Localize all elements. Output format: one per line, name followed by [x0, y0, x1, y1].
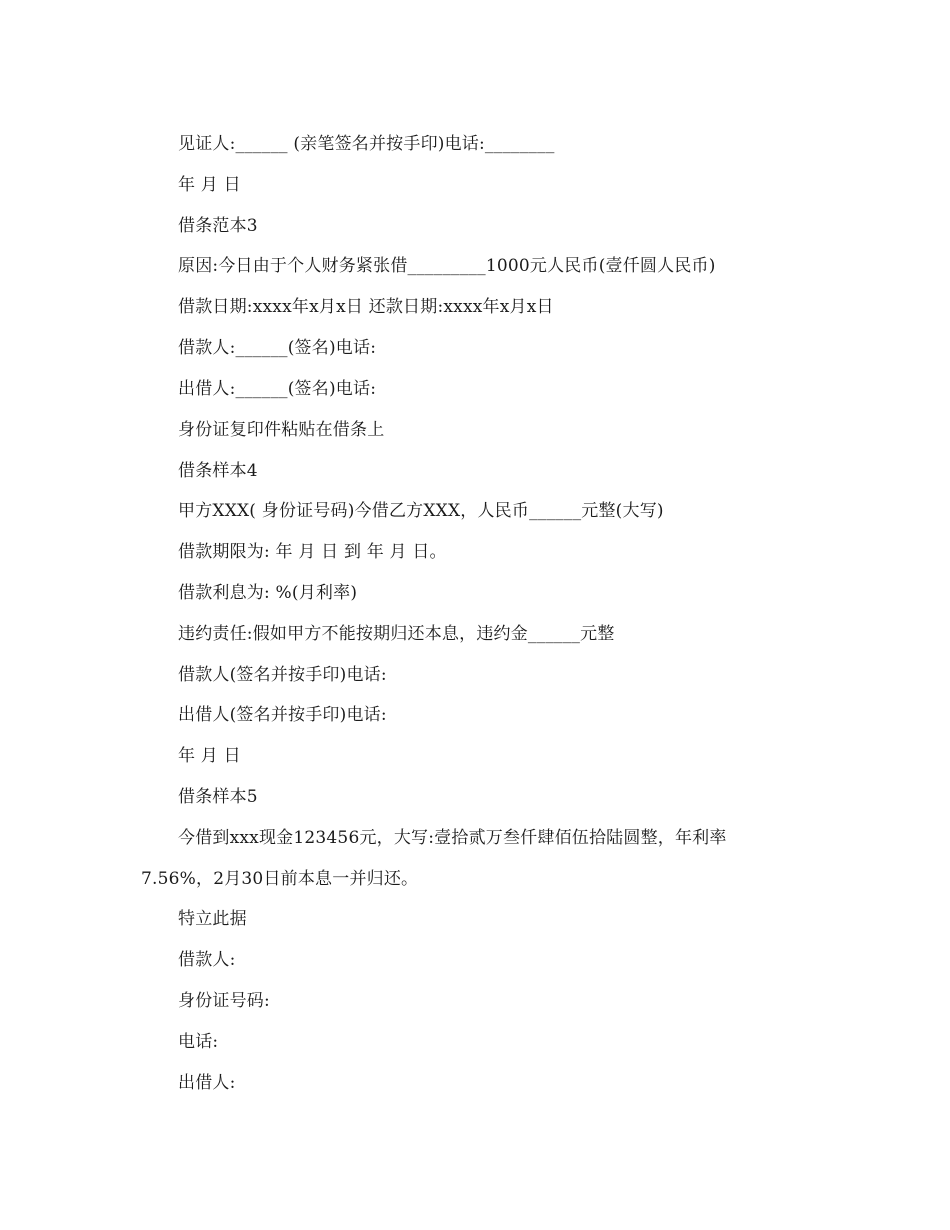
lender-label: 出借人:: [178, 1073, 236, 1093]
id-number-label: 身份证号码:: [178, 991, 270, 1011]
borrower-signature-line: 借款人:______(签名)电话:: [178, 338, 377, 358]
borrower-label: 借款人:: [178, 950, 236, 970]
reason-line: 原因:今日由于个人财务紧张借_________1000元人民币(壹仟圆人民币): [178, 256, 716, 276]
template-5-heading: 借条样本5: [178, 787, 258, 807]
borrowed-amount-line: 今借到xxx现金123456元，大写:壹拾贰万叁仟肆佰伍拾陆圆整，年利率: [178, 828, 727, 848]
phone-label: 电话:: [178, 1032, 219, 1052]
borrowed-amount-line-continued: 7.56%，2月30日前本息一并归还。: [141, 869, 419, 889]
default-liability-line: 违约责任:假如甲方不能按期归还本息，违约金______元整: [178, 624, 615, 644]
id-copy-note: 身份证复印件粘贴在借条上: [178, 420, 385, 440]
lender-sign-line: 出借人(签名并按手印)电话:: [178, 705, 387, 725]
party-a-line: 甲方XXX( 身份证号码)今借乙方XXX，人民币______元整(大写): [178, 501, 664, 521]
declaration-line: 特立此据: [178, 909, 247, 929]
borrower-sign-line: 借款人(签名并按手印)电话:: [178, 665, 387, 685]
interest-line: 借款利息为: %(月利率): [178, 583, 358, 603]
loan-term-line: 借款期限为: 年 月 日 到 年 月 日。: [178, 542, 447, 562]
lender-signature-line: 出借人:______(签名)电话:: [178, 379, 377, 399]
template-3-heading: 借条范本3: [178, 216, 258, 236]
date-line-2: 年 月 日: [178, 746, 241, 766]
witness-line: 见证人:______ (亲笔签名并按手印)电话:________: [178, 134, 555, 154]
date-line: 年 月 日: [178, 175, 241, 195]
template-4-heading: 借条样本4: [178, 461, 258, 481]
loan-dates-line: 借款日期:xxxx年x月x日 还款日期:xxxx年x月x日: [178, 297, 554, 317]
